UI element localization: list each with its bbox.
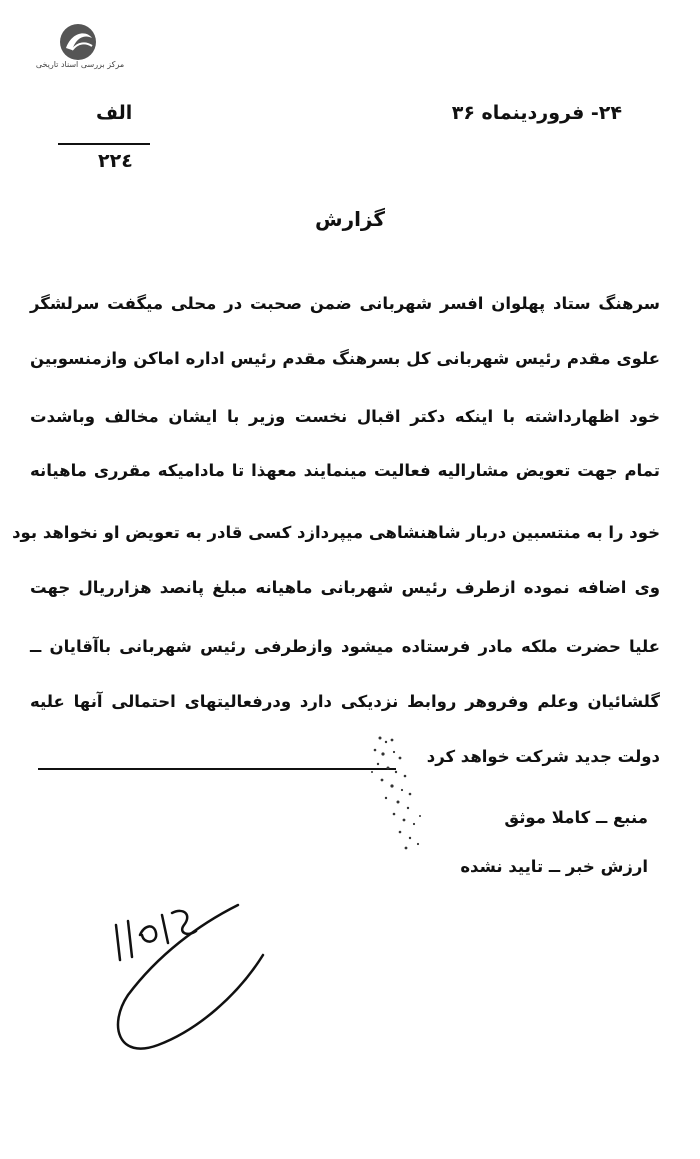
body-line: علیا حضرت ملکه مادر فرستاده میشود وازطرفی رئیس شهربانی باآقایان ــ — [30, 637, 660, 656]
body-line: وی اضافه نموده ازطرف رئیس شهربانی ماهیانه مبلغ پانصد هزارریال جهت — [30, 578, 660, 597]
file-letter: الف — [96, 102, 133, 124]
report-title: گزارش — [314, 207, 386, 231]
source-reliability: منبع ــ کاملا موثق — [504, 808, 648, 827]
body-line: خود را به منتسبین دربار شاهنشاهی میپردازد کسی قادر به تعویض او نخواهد بود — [12, 523, 660, 542]
file-number: ۲۲٤ — [98, 150, 133, 172]
news-value: ارزش خبر ــ تایید نشده — [460, 857, 648, 876]
archive-logo-icon — [58, 22, 98, 62]
body-line: تمام جهت تعویض مشارالیه فعالیت مینمایند معهذا تا مادامیکه مقرری ماهیانه — [30, 461, 660, 480]
closing-rule — [38, 768, 396, 770]
body-line: گلشائیان وعلم وفروهر روابط نزدیکی دارد ودرفعالیتهای احتمالی آنها علیه — [30, 692, 660, 711]
document-date: ۲۴- فروردینماه ۳۶ — [451, 102, 622, 124]
body-line: سرهنگ ستاد پهلوان افسر شهربانی ضمن صحبت در محلی میگفت سرلشگر — [30, 294, 660, 313]
body-line: علوی مقدم رئیس شهربانی کل بسرهنگ مقدم رئیس اداره اماکن وازمنسوبین — [30, 349, 660, 368]
file-divider — [58, 143, 150, 145]
body-line: خود اظهارداشته با اینکه دکتر اقبال نخست وزیر با ایشان مخالف وباشدت — [30, 407, 660, 426]
body-last-line: دولت جدید شرکت خواهد کرد — [426, 747, 660, 766]
dotted-stamp-icon — [350, 728, 450, 858]
handwritten-annotation-icon — [88, 885, 288, 1075]
archive-caption: مرکز بررسی اسناد تاریخی — [35, 60, 125, 69]
archive-logo — [30, 22, 130, 74]
